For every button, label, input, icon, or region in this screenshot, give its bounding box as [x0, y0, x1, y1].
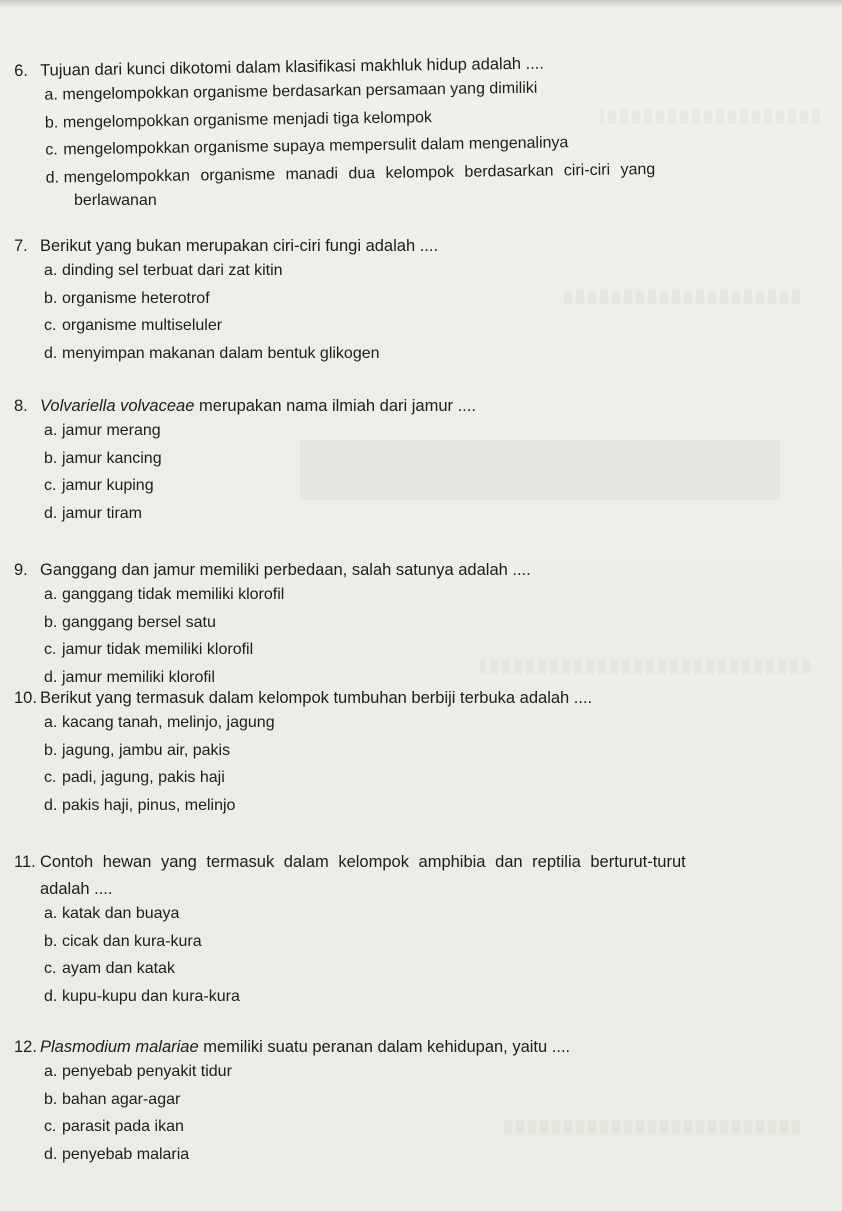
option-text: ganggang tidak memiliki klorofil — [62, 586, 285, 603]
option-letter: d. — [44, 504, 58, 522]
option-text: mengelompokkan organisme manadi dua kelompok berdasarkan ciri-ciri yang — [63, 160, 656, 186]
option-text: jamur tiram — [62, 504, 143, 522]
option-letter: d. — [44, 668, 58, 686]
option-letter: c. — [44, 1118, 57, 1135]
option-letter: a. — [44, 1063, 58, 1080]
question-7 — [14, 235, 834, 367]
option-c[interactable] — [14, 636, 834, 664]
option-text: parasit pada ikan — [62, 1118, 184, 1135]
option-b[interactable] — [14, 609, 834, 637]
option-letter: b. — [44, 613, 58, 631]
question-10 — [14, 687, 834, 819]
option-a[interactable] — [14, 417, 834, 445]
option-text: pakis haji, pinus, melinjo — [62, 796, 236, 814]
option-a[interactable] — [14, 1058, 834, 1086]
option-letter: b. — [44, 932, 58, 950]
option-text: organisme multiseluler — [62, 317, 223, 334]
scientific-name: Volvariella volvaceae — [40, 397, 195, 415]
question-text: Ganggang dan jamur memiliki perbedaan, salah satunya adalah .... — [40, 561, 531, 579]
option-d[interactable] — [14, 792, 834, 820]
option-text: kupu-kupu dan kura-kura — [62, 987, 240, 1005]
option-a[interactable] — [14, 257, 834, 285]
option-c[interactable] — [14, 764, 834, 792]
question-text: merupakan nama ilmiah dari jamur .... — [198, 397, 476, 415]
option-text: organisme heterotrof — [62, 289, 210, 307]
option-letter: a. — [44, 262, 58, 279]
option-list — [14, 900, 834, 1010]
option-letter: b. — [44, 741, 58, 759]
option-letter: c. — [44, 769, 57, 786]
option-letter: a. — [44, 714, 58, 731]
option-text: menyimpan makanan dalam bentuk glikogen — [62, 344, 380, 362]
option-letter: c. — [44, 641, 57, 658]
question-text: memiliki suatu peranan dalam kehidupan, yaitu .... — [203, 1038, 571, 1056]
question-stem — [14, 851, 834, 873]
option-b[interactable] — [14, 1086, 834, 1114]
option-text: jagung, jambu air, pakis — [62, 741, 231, 759]
option-d-continuation: berlawanan — [74, 192, 157, 209]
option-c[interactable] — [14, 1113, 834, 1141]
option-letter: c. — [44, 960, 57, 977]
option-text: mengelompokkan organisme berdasarkan persamaan yang dimiliki — [62, 79, 538, 104]
question-stem — [14, 1036, 834, 1058]
option-list — [14, 1058, 834, 1168]
question-number: 7. — [14, 237, 28, 255]
question-text: Contoh hewan yang termasuk dalam kelompok amphibia dan reptilia berturut-turut — [40, 853, 686, 871]
option-text: mengelompokkan organisme menjadi tiga kelompok — [62, 108, 433, 131]
option-b[interactable] — [14, 737, 834, 765]
option-letter: a. — [44, 86, 58, 104]
option-list — [14, 417, 834, 527]
option-text: bahan agar-agar — [62, 1090, 181, 1108]
question-8 — [14, 395, 834, 527]
option-a[interactable] — [14, 900, 834, 928]
question-number: 8. — [14, 397, 28, 415]
question-12 — [14, 1036, 834, 1168]
option-text: jamur memiliki klorofil — [62, 668, 215, 686]
scientific-name: Plasmodium malariae — [40, 1038, 199, 1056]
option-list — [14, 257, 834, 367]
option-b[interactable] — [14, 285, 834, 313]
option-text: jamur merang — [62, 422, 161, 439]
option-text: jamur tidak memiliki klorofil — [62, 641, 254, 658]
page-edge-shadow — [0, 0, 842, 8]
option-letter: c. — [44, 477, 57, 494]
question-stem-continuation — [14, 878, 834, 900]
option-text: katak dan buaya — [62, 905, 180, 922]
option-letter: b. — [44, 289, 58, 307]
option-text: jamur kuping — [62, 477, 154, 494]
option-c[interactable] — [14, 312, 834, 340]
option-a[interactable] — [14, 709, 834, 737]
question-6 — [14, 49, 836, 192]
option-list — [14, 709, 834, 819]
question-text: Berikut yang termasuk dalam kelompok tumbuhan berbiji terbuka adalah .... — [40, 689, 593, 707]
option-d[interactable] — [14, 340, 834, 368]
question-stem — [14, 559, 834, 581]
option-text: penyebab malaria — [62, 1145, 190, 1163]
question-number: 9. — [14, 561, 28, 579]
option-text: penyebab penyakit tidur — [62, 1063, 232, 1080]
option-list — [14, 581, 834, 691]
option-letter: a. — [44, 905, 58, 922]
option-text: padi, jagung, pakis haji — [62, 769, 225, 786]
question-stem — [14, 395, 834, 417]
option-letter: b. — [44, 113, 59, 132]
option-text: kacang tanah, melinjo, jagung — [62, 714, 275, 731]
option-letter: a. — [44, 422, 58, 439]
question-text: Berikut yang bukan merupakan ciri-ciri fungi adalah .... — [40, 237, 439, 255]
option-text: mengelompokkan organisme supaya mempersulit dalam mengenalinya — [63, 134, 569, 159]
question-number: 12. — [14, 1038, 37, 1056]
option-list — [14, 71, 835, 192]
question-stem — [14, 235, 834, 257]
question-text: adalah .... — [40, 880, 113, 898]
option-b[interactable] — [14, 445, 834, 473]
question-11 — [14, 851, 834, 1010]
option-text: cicak dan kura-kura — [62, 932, 202, 950]
option-letter: c. — [45, 141, 58, 159]
option-letter: c. — [44, 317, 57, 334]
question-9 — [14, 559, 834, 691]
option-d[interactable] — [14, 1141, 834, 1169]
option-c[interactable] — [14, 472, 834, 500]
option-b[interactable] — [14, 928, 834, 956]
question-number: 10. — [14, 689, 37, 707]
option-letter: d. — [44, 344, 58, 362]
question-stem — [14, 687, 834, 709]
question-number: 6. — [14, 61, 29, 80]
option-text: ayam dan katak — [62, 960, 175, 977]
option-letter: d. — [45, 168, 60, 187]
option-text: ganggang bersel satu — [62, 613, 216, 631]
option-c[interactable] — [14, 955, 834, 983]
option-letter: d. — [44, 796, 58, 814]
question-text: Tujuan dari kunci dikotomi dalam klasifikasi makhluk hidup adalah .... — [40, 54, 545, 80]
option-text: jamur kancing — [62, 449, 162, 467]
question-number: 11. — [14, 853, 36, 871]
option-letter: d. — [44, 1145, 58, 1163]
option-a[interactable] — [14, 581, 834, 609]
option-letter: d. — [44, 987, 58, 1005]
option-text: dinding sel terbuat dari zat kitin — [62, 262, 283, 279]
option-letter: a. — [44, 586, 58, 603]
option-letter: b. — [44, 449, 58, 467]
option-letter: b. — [44, 1090, 58, 1108]
option-d[interactable] — [14, 983, 834, 1011]
option-d[interactable] — [14, 500, 834, 528]
